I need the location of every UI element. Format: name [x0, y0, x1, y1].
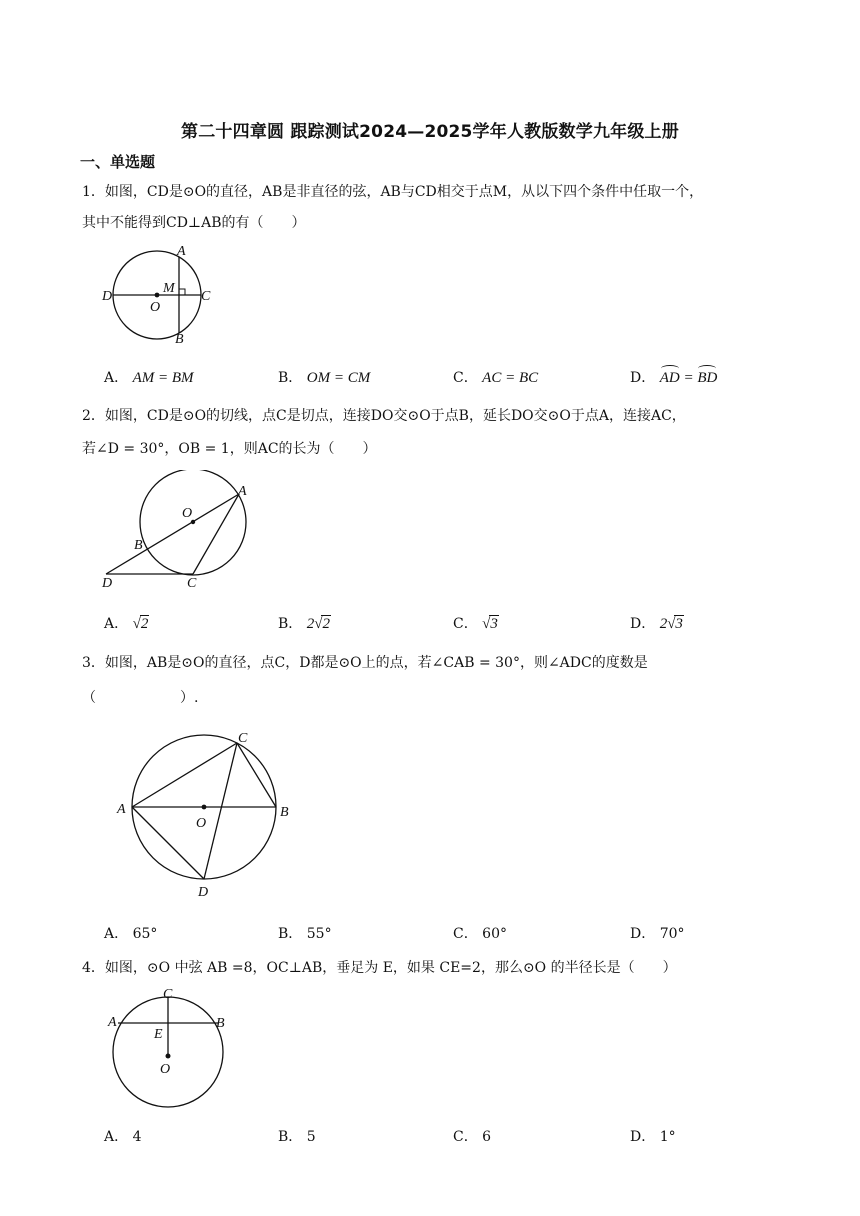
q2-option-d[interactable] [630, 614, 684, 634]
q4-label-b: B [216, 1016, 225, 1031]
q2-option-b-prefix: B． [278, 616, 303, 632]
q3-label-b: B [280, 805, 289, 820]
q3-chord-cd [204, 743, 237, 879]
q4-option-d[interactable] [630, 1127, 676, 1147]
q3-label-o: O [196, 816, 207, 831]
q2-label-a: A [238, 484, 247, 499]
q4-option-b[interactable] [278, 1127, 316, 1147]
q1-label-c: C [201, 289, 211, 304]
radical-sign: √ [132, 616, 141, 632]
q1-option-d[interactable] [630, 368, 717, 388]
q2-option-b-coef: 2 [306, 616, 315, 632]
q2-option-d-radicand: 3 [675, 616, 683, 632]
q3-chord-ad [132, 807, 207, 879]
radical-sign: √ [482, 616, 491, 632]
q1-label-o: O [150, 300, 161, 315]
q3-option-a-text: 65° [132, 926, 158, 942]
q2-option-c-radicand: 3 [490, 616, 498, 632]
q3-option-b[interactable] [278, 924, 332, 944]
q4-option-d-text: 1° [659, 1129, 676, 1145]
q2-stem-line1: 2．如图，CD是⊙O的切线，点C是切点，连接DO交⊙O于点B，延长DO交⊙O于点A，连接AC， [82, 408, 686, 424]
page-title: 第二十四章圆 跟踪测试2024—2025学年人教版数学九年级上册 [181, 122, 679, 142]
q4-figure [100, 984, 240, 1109]
q3-option-c[interactable] [453, 924, 507, 944]
q3-option-b-text: 55° [306, 926, 332, 942]
q3-label-a: A [117, 802, 126, 817]
q4-stem-line1: 4．如图，⊙O 中弦 AB =8，OC⊥AB，垂足为 E，如果 CE=2，那么⊙O 的半径长是（ ） [82, 960, 677, 976]
q2-chord-ac [193, 494, 239, 574]
q4-label-c: C [163, 987, 173, 1002]
q1-option-d-equals: = [679, 370, 698, 386]
q2-option-b[interactable] [278, 614, 331, 634]
q1-option-a-prefix: A． [104, 370, 129, 386]
q3-label-c: C [238, 731, 248, 746]
q1-stem-line1: 1．如图，CD是⊙O的直径，AB是非直径的弦，AB与CD相交于点M，从以下四个条件中任取一个， [82, 184, 704, 200]
q1-option-c[interactable] [453, 368, 538, 388]
q3-option-d-prefix: D． [630, 926, 656, 942]
q3-chord-cb [237, 743, 276, 807]
q1-label-a: A [177, 244, 186, 259]
q1-option-a[interactable] [104, 368, 194, 388]
q4-label-e: E [154, 1027, 163, 1042]
q2-option-c-prefix: C． [453, 616, 478, 632]
q4-option-a-prefix: A． [104, 1129, 129, 1145]
q4-option-a-text: 4 [132, 1129, 142, 1145]
q1-option-c-text: AC = BC [482, 370, 539, 386]
q1-option-d-arc-left: AD [659, 370, 680, 386]
q3-stem-line2: （ ）. [82, 690, 199, 706]
q2-option-d-coef: 2 [659, 616, 668, 632]
q3-option-a-prefix: A． [104, 926, 129, 942]
q3-option-d-text: 70° [659, 926, 685, 942]
q1-label-d: D [102, 289, 113, 304]
q2-label-d: D [102, 576, 113, 591]
q2-option-c[interactable] [453, 614, 499, 634]
q1-label-m: M [163, 281, 175, 296]
q1-option-a-text: AM = BM [132, 370, 194, 386]
q4-label-a: A [108, 1015, 117, 1030]
q3-stem-line1: 3．如图，AB是⊙O的直径，点C，D都是⊙O上的点，若∠CAB = 30°，则∠ADC的度数是 [82, 655, 648, 671]
q2-line-da [106, 494, 239, 574]
q1-option-b-text: OM = CM [306, 370, 371, 386]
q3-center-dot [202, 805, 207, 810]
q4-center-dot [166, 1054, 171, 1059]
q1-option-d-prefix: D． [630, 370, 656, 386]
q3-chord-ac [132, 743, 237, 807]
q3-figure [110, 728, 300, 903]
q1-stem-line2: 其中不能得到CD⊥AB的有（ ） [82, 215, 306, 231]
q2-option-b-radicand: 2 [322, 616, 330, 632]
q1-label-b: B [175, 332, 184, 347]
q2-label-c: C [187, 576, 197, 591]
q1-center-dot [155, 293, 160, 298]
q1-figure [96, 240, 226, 350]
q4-option-c-prefix: C． [453, 1129, 478, 1145]
q2-figure [96, 470, 266, 595]
q1-option-b-prefix: B． [278, 370, 303, 386]
q1-option-d-arc-right: BD [697, 370, 718, 386]
q2-label-o: O [182, 506, 193, 521]
q2-option-a-radicand: 2 [140, 616, 149, 632]
q2-option-a[interactable] [104, 614, 149, 634]
q4-label-o: O [160, 1062, 171, 1077]
q4-option-b-prefix: B． [278, 1129, 303, 1145]
q1-option-c-prefix: C． [453, 370, 478, 386]
q2-option-a-prefix: A． [104, 616, 129, 632]
q1-option-b[interactable] [278, 368, 370, 388]
q2-stem-line2: 若∠D = 30°，OB = 1，则AC的长为（ ） [82, 441, 377, 457]
q3-option-d[interactable] [630, 924, 685, 944]
section-heading: 一、单选题 [80, 153, 156, 171]
q2-label-b: B [134, 538, 143, 553]
q3-option-a[interactable] [104, 924, 157, 944]
q1-right-angle-mark [179, 289, 185, 295]
q4-option-c-text: 6 [482, 1129, 492, 1145]
radical-sign: √ [314, 616, 323, 632]
q4-option-c[interactable] [453, 1127, 491, 1147]
q3-option-b-prefix: B． [278, 926, 303, 942]
q3-option-c-text: 60° [482, 926, 507, 942]
q3-option-c-prefix: C． [453, 926, 478, 942]
q4-option-a[interactable] [104, 1127, 142, 1147]
radical-sign: √ [667, 616, 676, 632]
q4-option-d-prefix: D． [630, 1129, 656, 1145]
q2-option-d-prefix: D． [630, 616, 656, 632]
q3-label-d: D [198, 885, 209, 900]
q4-option-b-text: 5 [306, 1129, 316, 1145]
